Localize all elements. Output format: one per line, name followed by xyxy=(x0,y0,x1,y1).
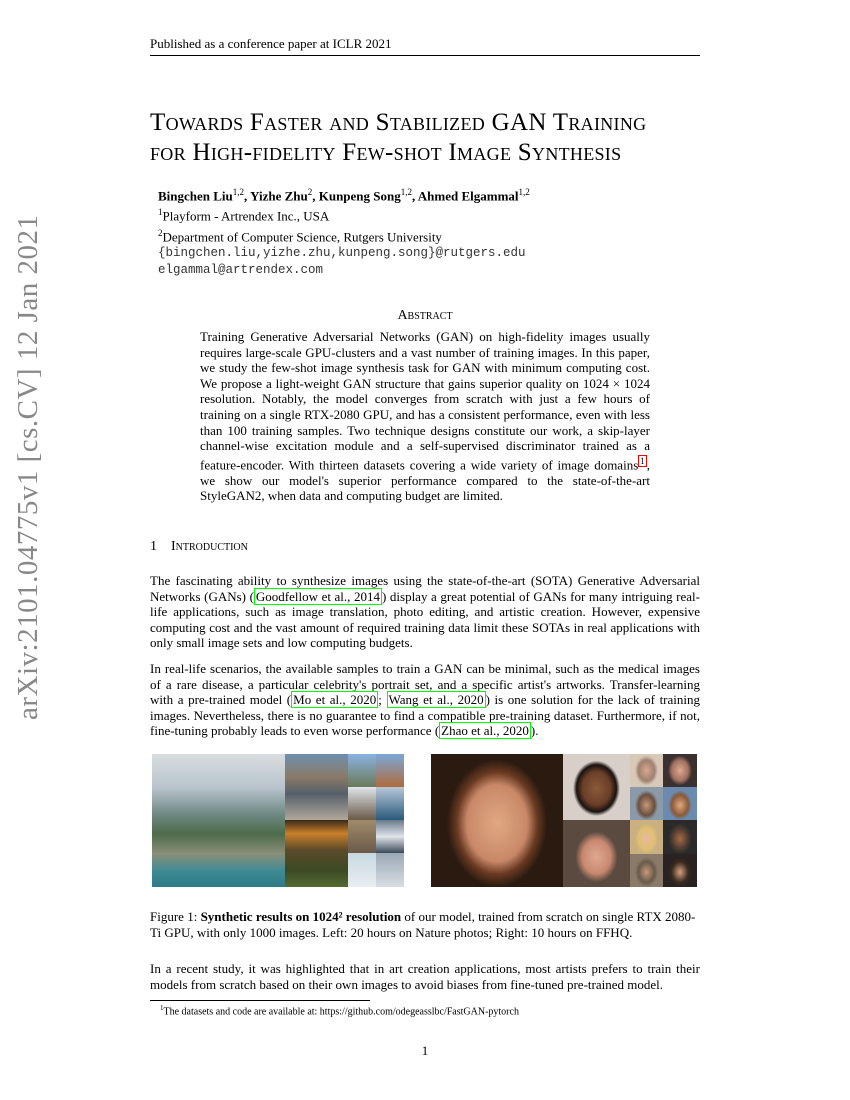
face-image-large xyxy=(431,754,563,887)
nature-image-small xyxy=(348,787,376,820)
nature-image-medium xyxy=(285,820,348,887)
caption-label: Figure 1: xyxy=(150,909,198,924)
text: ) display a great potential of GANs for many intriguing real-life applications, such as image translation, photo editing, and artistic creation. However, expensive computing cost and the vast amount of required training data limit these SOTAs in real applications with only small image sets and low computing budgets. xyxy=(150,588,700,651)
citation-link[interactable]: Zhao et al., 2020 xyxy=(441,723,529,739)
paragraph-2: In real-life scenarios, the available samples to train a GAN can be minimal, such as the medical images of a rare disease, a particular celebrity's portrait set, and a specific artist's artworks. Transfer-learning with a pre-trained model ( Mo et al., 2020 ; Wang et al., 2020 ) is one solution for the lack of training images. Nevertheless, there is no guarantee to find a compatible pre-training dataset. Furthermore, if not, fine-tuning probably leads to even worse performance ( Zhao et al., 2020 ). xyxy=(150,661,701,739)
cite-text: Mo et al. xyxy=(293,692,343,708)
face-image-small xyxy=(630,854,663,887)
aff-text: Playform - Artrendex Inc., USA xyxy=(162,208,330,224)
header-rule xyxy=(150,55,700,56)
page-number: 1 xyxy=(421,1043,429,1058)
cite-year: 2014 xyxy=(354,588,380,604)
cite-year: 2020 xyxy=(457,692,484,708)
cite-year: 2020 xyxy=(350,692,377,708)
paper-title xyxy=(150,108,710,168)
author: Kunpeng Song xyxy=(318,188,401,204)
caption-bold: Synthetic results on 1024² resolution xyxy=(200,909,402,924)
affiliation-1 xyxy=(158,204,530,224)
affiliation-2 xyxy=(158,225,530,245)
aff-sup: 2 xyxy=(158,227,163,238)
aff-text: Department of Computer Science, Rutgers University xyxy=(162,228,442,244)
face-image-medium xyxy=(563,754,630,820)
section-heading xyxy=(150,539,248,555)
footnote-sup: 1 xyxy=(160,1004,164,1012)
face-image-small xyxy=(663,754,697,787)
footnote-rule xyxy=(150,1000,370,1001)
author: Ahmed Elgammal xyxy=(417,188,519,204)
figure-caption xyxy=(150,909,700,941)
abstract-part: , we show our model's superior performance compared to the state-of-the-art StyleGAN2, when data and computing budget are limited. xyxy=(200,457,650,504)
section-number: 1 xyxy=(150,539,157,554)
author-sup: 1,2 xyxy=(518,187,530,197)
face-image-small xyxy=(630,754,663,787)
nature-image-small xyxy=(376,853,404,887)
cite-year: 2020 xyxy=(502,723,529,739)
nature-image-small xyxy=(376,754,404,787)
citation-link[interactable]: Mo et al., 2020 xyxy=(293,692,377,708)
face-image-small xyxy=(663,820,697,854)
author-sup: 1,2 xyxy=(232,187,245,197)
paragraph-3: In a recent study, it was highlighted that in art creation applications, most artists prefers to train their models from scratch based on their own images to avoid biases from fine-tuned pre-trained model. xyxy=(150,961,700,992)
text: In real-life scenarios, the available samples to train a GAN can be minimal, such as the medical images of a rare disease, a particular celebrity's portrait set, and a specific artist's artworks. Transfer-learning with a pre-trained model ( xyxy=(150,661,700,708)
citation-link[interactable]: Goodfellow et al., 2014 xyxy=(255,588,380,604)
nature-image-small xyxy=(348,754,376,787)
title-line-2: for High-fidelity Few-shot Image Synthesis xyxy=(150,139,622,166)
cite-text: Wang et al. xyxy=(388,692,450,708)
abstract-part: Training Generative Adversarial Networks (GAN) on high-fidelity images usually requires large-scale GPU-clusters and a vast number of training images. In this paper, we study the few-shot image synthesis task for GAN with minimum computing cost. We propose a light-weight GAN structure that gains superior quality on 1024 × 1024 resolution. Notably, the model converges from scratch with just a few hours of training on a single RTX-2080 GPU, and has a consistent performance, even with less than 100 training samples. Two technique designs constitute our work, a skip-layer channel-wise excitation module and a self-supervised discriminator trained as a feature-encoder. With thirteen datasets covering a wide variety of image domains xyxy=(200,329,650,473)
face-image-small xyxy=(663,854,697,887)
text: ). xyxy=(530,723,539,739)
section-title: Introduction xyxy=(171,539,248,554)
citation-link[interactable]: Wang et al., 2020 xyxy=(388,692,484,708)
face-image-medium xyxy=(563,820,630,887)
text: ) is one solution for the lack of training images. Nevertheless, there is no guarantee to find a compatible pre-training dataset. Furthermore, if not, fine-tuning probably leads to even worse performance ( xyxy=(150,692,701,739)
running-header: Published as a conference paper at ICLR 2021 xyxy=(150,36,392,51)
author-names: Bingchen Liu$^{1,2}$, Yizhe Zhu$^2$, Kunpeng Song$^{1,2}$, Ahmed Elgammal$^{1,2}$ xyxy=(158,187,530,204)
footnote xyxy=(160,1004,519,1017)
paragraph-1 xyxy=(150,573,700,651)
cite-text: Goodfellow et al. xyxy=(255,588,348,604)
nature-image-small xyxy=(376,820,404,853)
author: Yizhe Zhu xyxy=(250,188,308,204)
arxiv-stamp: arXiv:2101.04775v1 [cs.CV] 12 Jan 2021 xyxy=(12,214,44,720)
author-sup: 1,2 xyxy=(400,187,412,197)
title-line-1: Towards Faster and Stabilized GAN Training xyxy=(150,109,647,136)
face-image-small xyxy=(663,787,697,820)
face-image-small xyxy=(630,787,663,820)
email-1: {bingchen.liu,yizhe.zhu,kunpeng.song}@rutgers.edu xyxy=(158,245,526,260)
nature-image-small xyxy=(348,853,376,887)
text: The fascinating ability to synthesize images using the state-of-the-art (SOTA) Generative Adversarial Networks (GANs) ( xyxy=(150,573,700,604)
author-block xyxy=(158,184,530,279)
aff-sup: 1 xyxy=(158,207,163,218)
abstract-text xyxy=(200,329,650,504)
nature-image-small xyxy=(348,820,376,853)
email-2: elgammal@artrendex.com xyxy=(158,262,324,277)
footnote-text: The datasets and code are available at: https://github.com/odegeasslbc/FastGAN-pytorch xyxy=(163,1006,519,1018)
caption-text: of our model, trained from scratch on single RTX 2080-Ti GPU, with only 1000 images. Left: 20 hours on Nature photos; Right: 10 hours on FFHQ. xyxy=(150,909,696,940)
nature-image-small xyxy=(376,787,404,820)
author: Bingchen Liu xyxy=(158,188,233,204)
footnote-link[interactable]: 1 xyxy=(640,455,645,466)
nature-image-medium xyxy=(285,754,348,820)
author-sup: 2 xyxy=(307,187,313,197)
face-image-small xyxy=(630,820,663,854)
nature-image-large xyxy=(152,754,285,887)
abstract-heading: Abstract xyxy=(397,308,453,323)
cite-text: Zhao et al. xyxy=(441,723,497,739)
